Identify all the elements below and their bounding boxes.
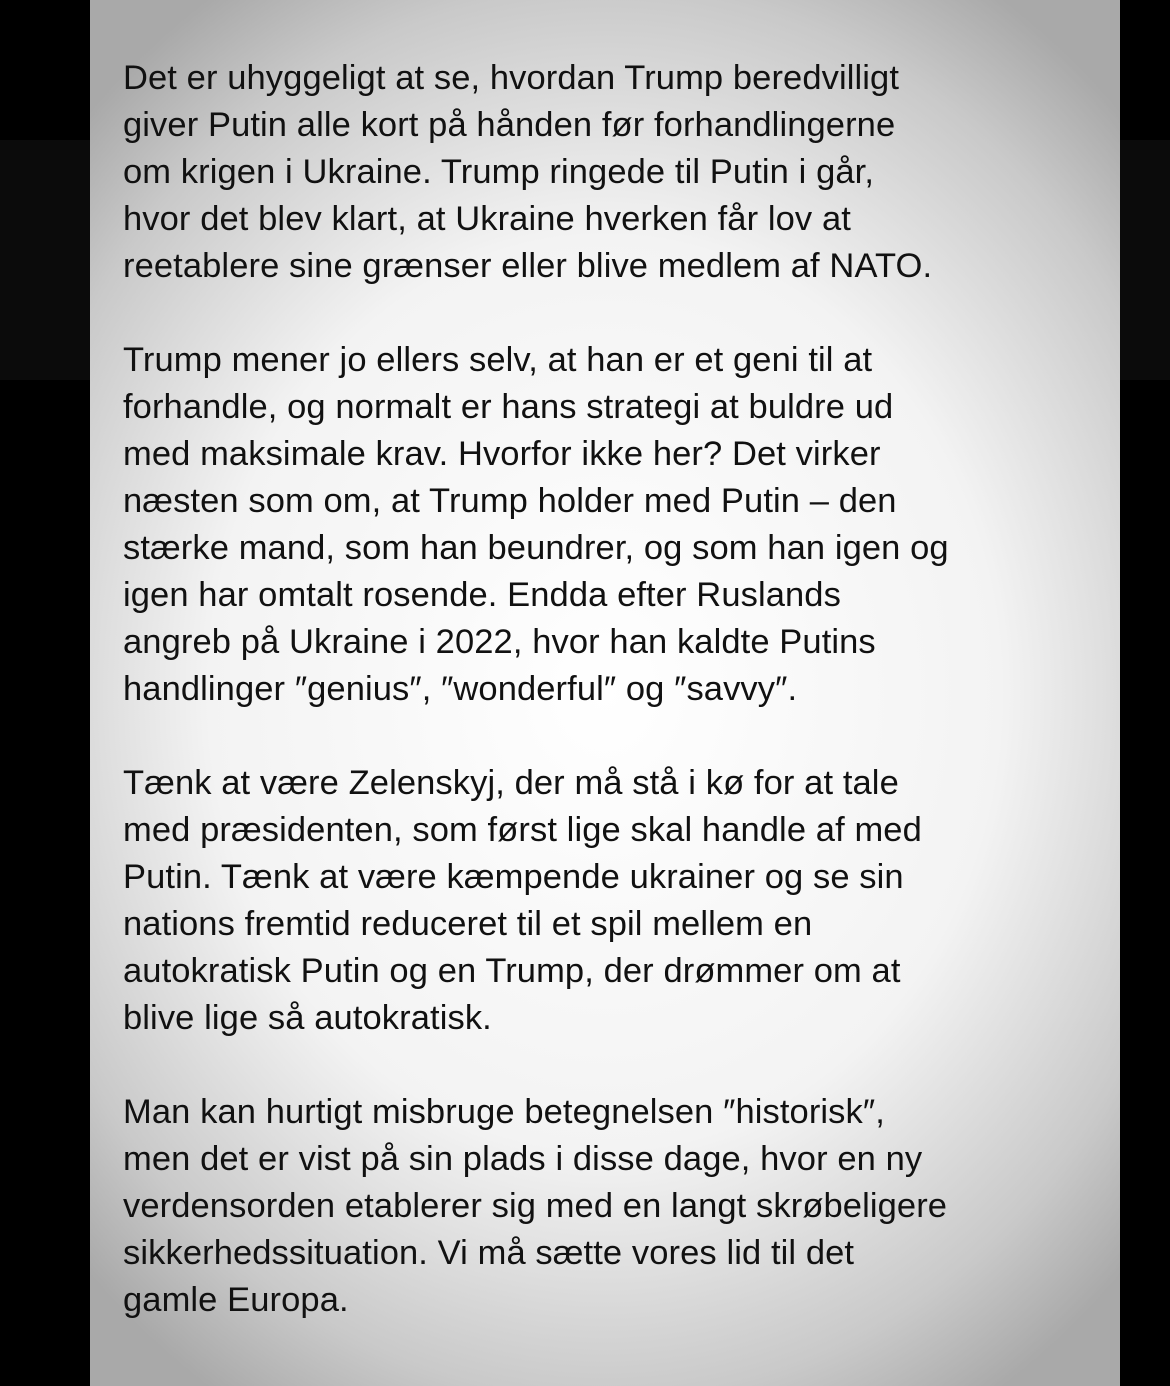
- left-background-strip: [0, 140, 90, 380]
- paragraph-4: Man kan hurtigt misbruge betegnelsen ″historisk″, men det er vist på sin plads i disse dage, hvor en ny verdensorden etablerer sig med en langt skrøbeligere sikkerhedssituation. Vi må sætte vores lid til det gamle Europa.: [123, 1093, 948, 1319]
- paragraph-1: Det er uhyggeligt at se, hvordan Trump beredvilligt giver Putin alle kort på hånden før forhandlingerne om krigen i Ukraine. Trump ringede til Putin i går, hvor det blev klart, at Ukraine hverken får lov at reetablere sine grænser eller blive medlem af NATO.: [123, 59, 933, 285]
- right-background-strip: [1120, 140, 1170, 380]
- text-page: [90, 0, 1120, 1386]
- article-text: [123, 55, 1108, 1324]
- paragraph-2: Trump mener jo ellers selv, at han er et geni til at forhandle, og normalt er hans strategi at buldre ud med maksimale krav. Hvorfor ikke her? Det virker næsten som om, at Trump holder med Putin – den stærke mand, som han beundrer, og som han igen og igen har omtalt rosende. Endda efter Ruslands angreb på Ukraine i 2022, hvor han kaldte Putins handlinger ″genius″, ″wonderful″ og ″savvy″.: [123, 341, 949, 708]
- paragraph-3: Tænk at være Zelenskyj, der må stå i kø for at tale med præsidenten, som først lige skal handle af med Putin. Tænk at være kæmpende ukrainer og se sin nations fremtid reduceret til et spil mellem en autokratisk Putin og en Trump, der drømmer om at blive lige så autokratisk.: [123, 764, 922, 1037]
